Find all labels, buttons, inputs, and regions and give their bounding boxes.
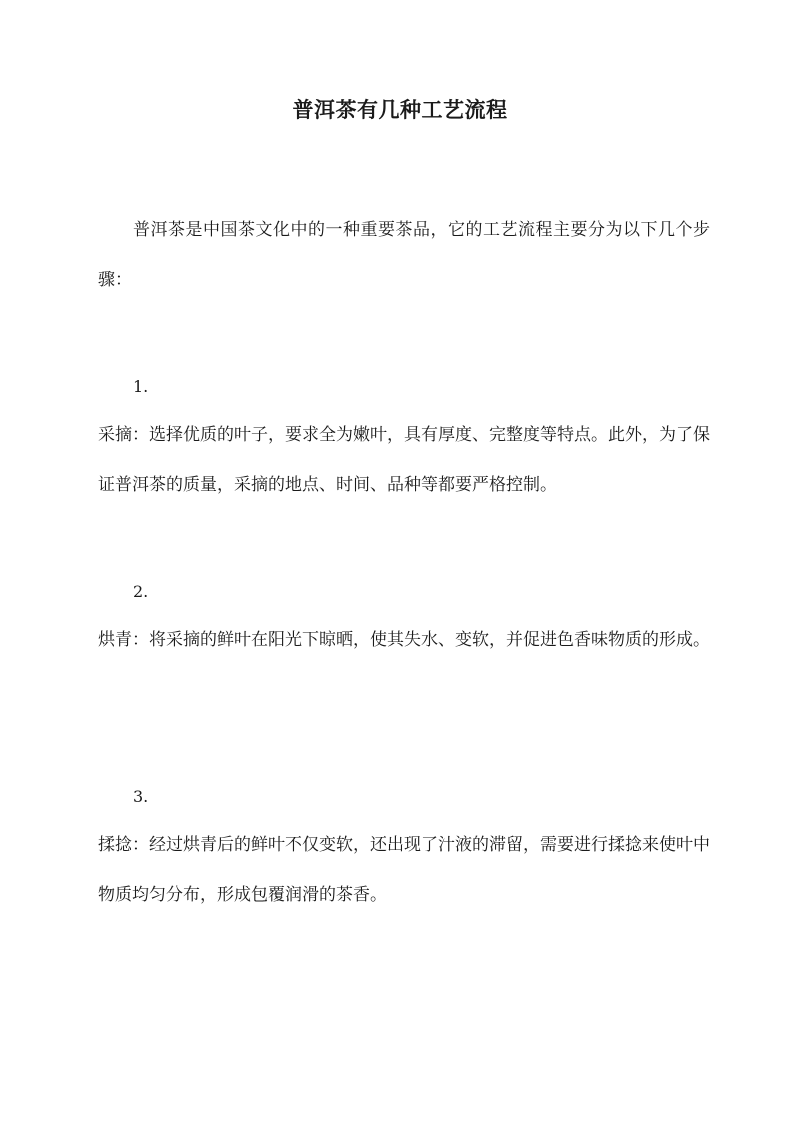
intro-paragraph: 普洱茶是中国茶文化中的一种重要茶品，它的工艺流程主要分为以下几个步骤：: [98, 220, 710, 290]
page-title: 普洱茶有几种工艺流程: [292, 97, 508, 122]
step-2-number: 2.: [133, 582, 149, 601]
step-2-text: 烘青：将采摘的鲜叶在阳光下晾晒，使其失水、变软，并促进色香味物质的形成。: [98, 630, 710, 650]
step-1-number: 1.: [133, 377, 149, 396]
step-3-text: 揉捻：经过烘青后的鲜叶不仅变软，还出现了汁液的滞留，需要进行揉捻来使叶中物质均匀分布，形成包覆润滑的茶香。: [98, 835, 710, 905]
step-3-number: 3.: [133, 787, 149, 806]
step-1-text: 采摘：选择优质的叶子，要求全为嫩叶，具有厚度、完整度等特点。此外，为了保证普洱茶的质量，采摘的地点、时间、品种等都要严格控制。: [98, 425, 710, 495]
